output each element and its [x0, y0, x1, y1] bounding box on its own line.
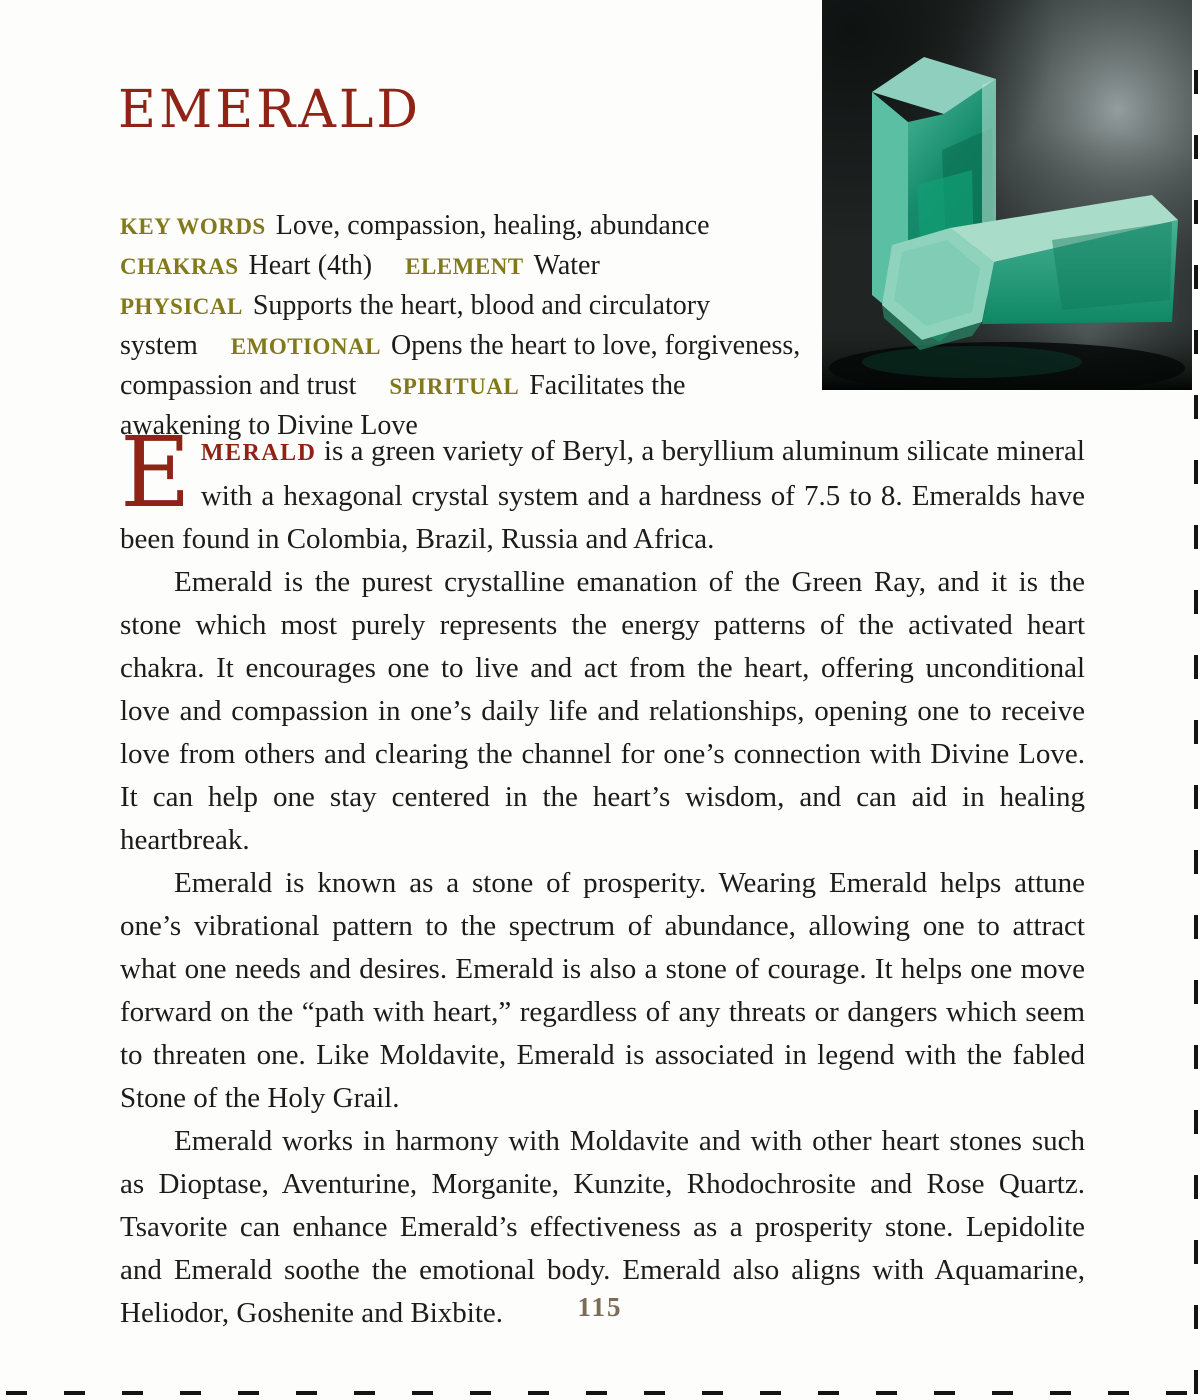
attribute-label: PHYSICAL: [120, 294, 243, 319]
edge-dash: [470, 1391, 491, 1395]
edge-tick: [1194, 135, 1198, 159]
edge-tick: [1194, 1370, 1198, 1394]
edge-dash: [1108, 1391, 1129, 1395]
edge-tick: [1194, 1045, 1198, 1069]
edge-tick: [1194, 850, 1198, 874]
attribute-value: Heart (4th): [248, 250, 373, 281]
attribute-value: Supports the heart, blood and circulatory system: [120, 290, 711, 361]
edge-tick: [1194, 1110, 1198, 1134]
attribute-value: Facilitates the awakening to Divine Love: [120, 370, 686, 441]
edge-dash: [876, 1391, 897, 1395]
edge-dash: [6, 1391, 27, 1395]
emerald-photo: [822, 0, 1192, 390]
paragraph-lead-text: is a green variety of Beryl, a beryllium aluminum silicate mineral with a hexagonal crystal system and a hardness of 7.5 to 8. Emeralds have been found in Colombia, Brazil, Russia and Africa.: [120, 435, 1085, 555]
edge-tick: [1194, 655, 1198, 679]
drop-cap: E: [120, 416, 191, 529]
attribute-label: SPIRITUAL: [389, 374, 520, 399]
attribute-value: Love, compassion, healing, abundance: [275, 210, 710, 241]
paragraph: Emerald is known as a stone of prosperity. Wearing Emerald helps attune one’s vibrational pattern to the spectrum of abundance, allowing one to attract what one needs and desires. Emerald is also a stone of courage. It helps one move forward on the “path with heart,” regardless of any threats or dangers which seem to threaten one. Like Moldavite, Emerald is associated in legend with the fabled Stone of the Holy Grail.: [120, 867, 1085, 1114]
attribute-label: CHAKRAS: [120, 254, 239, 279]
attribute-label: EMOTIONAL: [230, 334, 381, 359]
edge-dash: [122, 1391, 143, 1395]
edge-dash: [586, 1391, 607, 1395]
edge-tick: [1194, 785, 1198, 809]
edge-dash: [702, 1391, 723, 1395]
attribute-keywords: [120, 210, 710, 241]
attributes-block: [120, 206, 810, 445]
edge-dash: [644, 1391, 665, 1395]
edge-tick: [1194, 395, 1198, 419]
attribute-value: Water: [533, 250, 600, 281]
edge-dash: [818, 1391, 839, 1395]
edge-tick: [1194, 200, 1198, 224]
edge-dash: [992, 1391, 1013, 1395]
attribute-chakras: [120, 250, 372, 281]
edge-tick: [1194, 1240, 1198, 1264]
edge-tick: [1194, 330, 1198, 354]
edge-tick: [1194, 720, 1198, 744]
edge-dash: [412, 1391, 433, 1395]
edge-dash: [296, 1391, 317, 1395]
edge-tick: [1194, 70, 1198, 94]
edge-tick: [1194, 525, 1198, 549]
edge-tick: [1194, 915, 1198, 939]
edge-dash: [528, 1391, 549, 1395]
edge-dash: [1050, 1391, 1071, 1395]
body-text: [120, 416, 1085, 1335]
edge-dash: [934, 1391, 955, 1395]
attribute-label: KEY WORDS: [120, 214, 266, 239]
edge-tick: [1194, 980, 1198, 1004]
edge-dash: [354, 1391, 375, 1395]
edge-dash: [180, 1391, 201, 1395]
edge-dash: [760, 1391, 781, 1395]
lead-smallcaps: MERALD: [200, 440, 317, 466]
edge-dash: [1166, 1391, 1187, 1395]
attribute-element: [405, 250, 600, 281]
edge-tick: [1194, 590, 1198, 614]
edge-tick: [1194, 1175, 1198, 1199]
edge-tick: [1194, 265, 1198, 289]
edge-dash: [238, 1391, 259, 1395]
edge-tick: [1194, 1305, 1198, 1329]
attribute-value: Opens the heart to love, forgiveness, compassion and trust: [120, 330, 801, 401]
paragraph: Emerald works in harmony with Moldavite and with other heart stones such as Dioptase, Aventurine, Morganite, Kunzite, Rhodochrosite and Rose Quartz. Tsavorite can enhance Emerald’s effectiveness as a prosperity stone. Lepidolite and Emerald soothe the emotional body. Emerald also aligns with Aquamarine, Heliodor, Goshenite and Bixbite.: [120, 1125, 1085, 1329]
page-title: EMERALD: [118, 80, 422, 140]
emerald-crystals-illustration: [822, 0, 1192, 390]
edge-dash: [64, 1391, 85, 1395]
page-number: 115: [577, 1292, 623, 1322]
attribute-label: ELEMENT: [405, 254, 524, 279]
edge-tick: [1194, 460, 1198, 484]
paragraph-lead: [120, 416, 1085, 561]
paragraph: Emerald is the purest crystalline emanation of the Green Ray, and it is the stone which most purely represents the energy patterns of the activated heart chakra. It encourages one to live and act from the heart, offering unconditional love and compassion in one’s daily life and relationships, opening one to receive love from others and clearing the channel for one’s connection with Divine Love. It can help one stay centered in the heart’s wisdom, and can aid in healing heartbreak.: [120, 566, 1085, 856]
